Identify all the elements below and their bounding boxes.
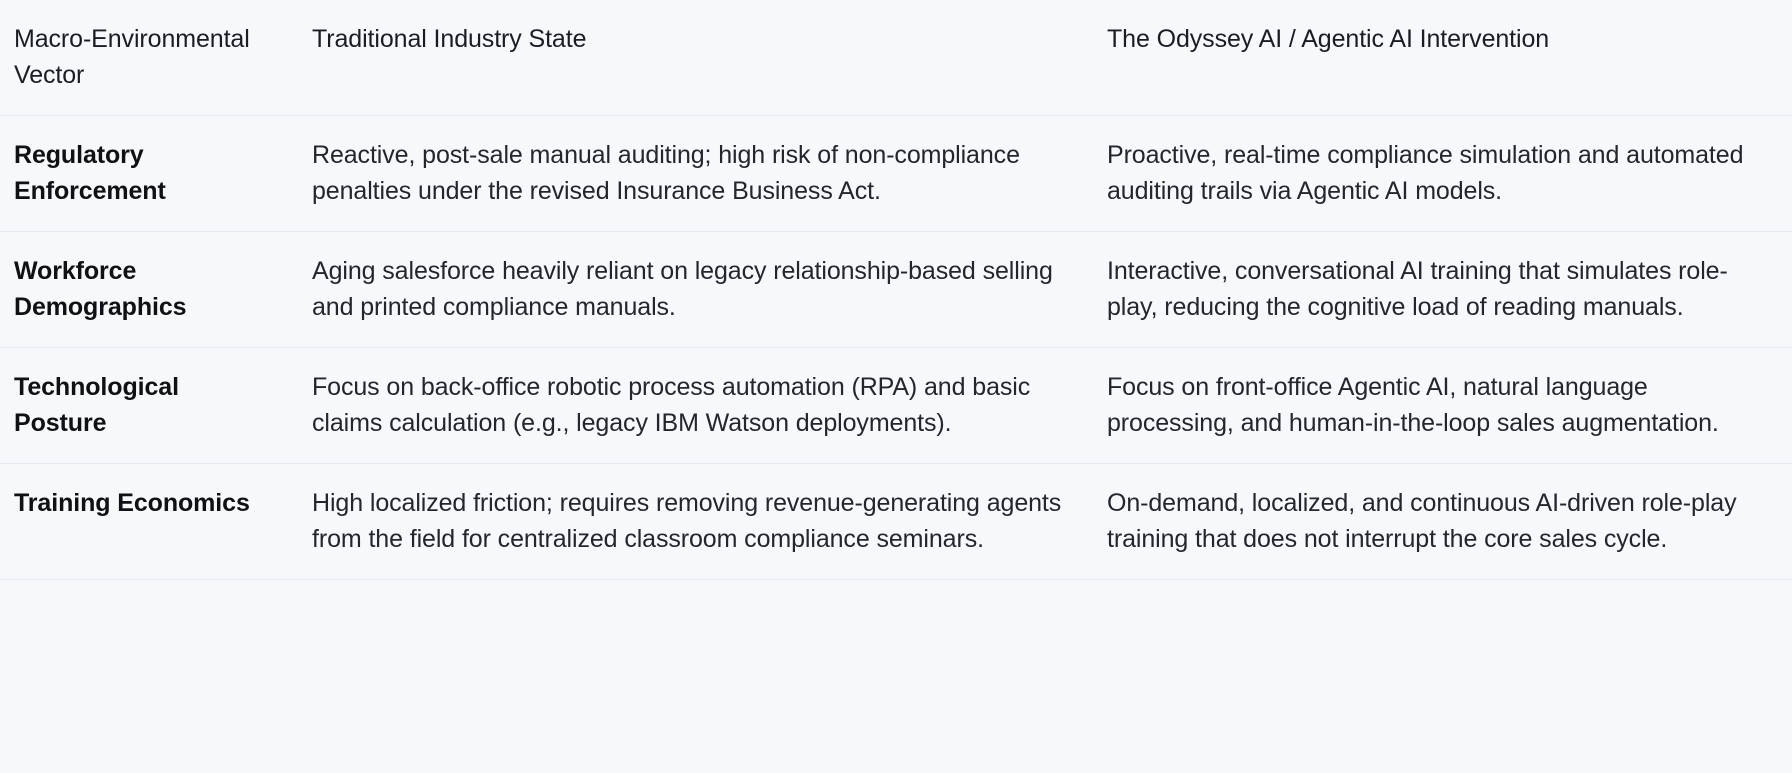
column-header-traditional: Traditional Industry State <box>312 0 1107 116</box>
column-header-intervention: The Odyssey AI / Agentic AI Intervention <box>1107 0 1792 116</box>
column-header-vector: Macro-Environmental Vector <box>0 0 312 116</box>
row-vector-label: Technological Posture <box>0 348 312 464</box>
table-row <box>0 232 1792 348</box>
row-intervention-cell: Proactive, real-time compliance simulation and automated auditing trails via Agentic AI models. <box>1107 116 1792 232</box>
row-traditional-cell: Focus on back-office robotic process automation (RPA) and basic claims calculation (e.g., legacy IBM Watson deployments). <box>312 348 1107 464</box>
row-intervention-cell: Interactive, conversational AI training that simulates role-play, reducing the cognitive load of reading manuals. <box>1107 232 1792 348</box>
table-row <box>0 348 1792 464</box>
table-body <box>0 116 1792 580</box>
row-traditional-cell: Reactive, post-sale manual auditing; high risk of non-compliance penalties under the revised Insurance Business Act. <box>312 116 1107 232</box>
row-vector-label: Regulatory Enforcement <box>0 116 312 232</box>
row-intervention-cell: Focus on front-office Agentic AI, natural language processing, and human-in-the-loop sales augmentation. <box>1107 348 1792 464</box>
table-header-row <box>0 0 1792 116</box>
row-traditional-cell: Aging salesforce heavily reliant on legacy relationship-based selling and printed compliance manuals. <box>312 232 1107 348</box>
table-row <box>0 464 1792 580</box>
table-row <box>0 116 1792 232</box>
row-intervention-cell: On-demand, localized, and continuous AI-driven role-play training that does not interrupt the core sales cycle. <box>1107 464 1792 580</box>
row-traditional-cell: High localized friction; requires removing revenue-generating agents from the field for centralized classroom compliance seminars. <box>312 464 1107 580</box>
row-vector-label: Workforce Demographics <box>0 232 312 348</box>
row-vector-label: Training Economics <box>0 464 312 580</box>
table-header <box>0 0 1792 116</box>
